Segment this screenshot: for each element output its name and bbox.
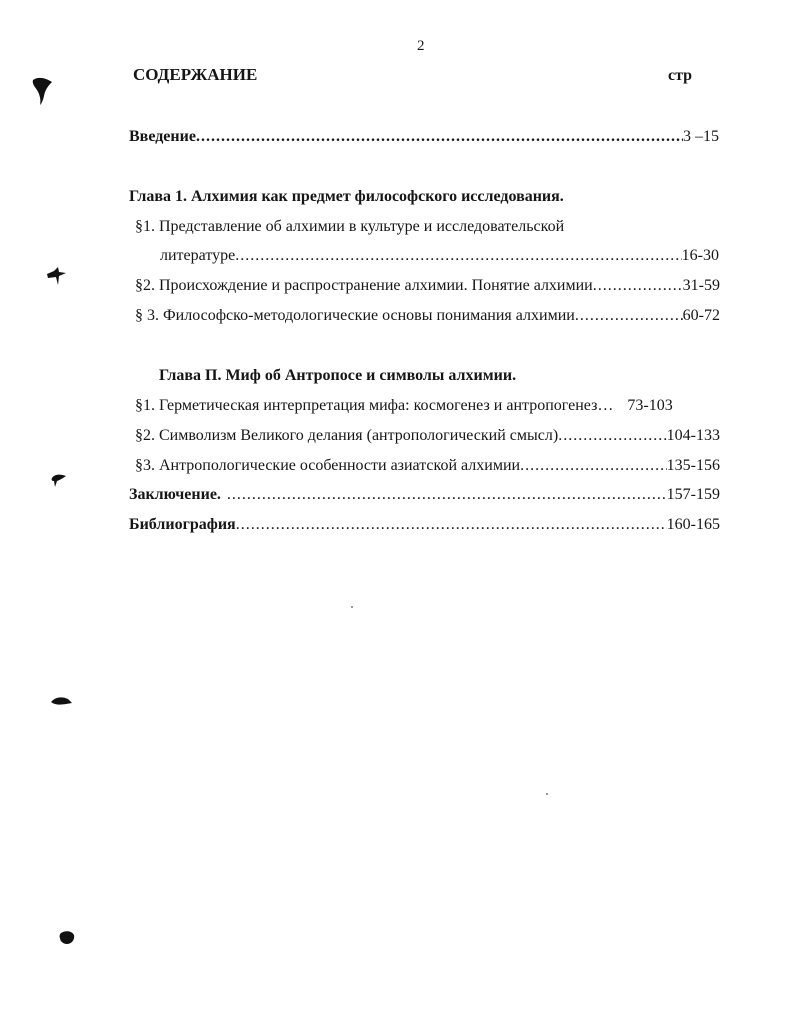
ink-blot-mark xyxy=(50,472,68,488)
entry-title: §3. Антропологические особенности азиатской алхимии xyxy=(135,457,521,474)
toc-entry-bibliography xyxy=(129,515,720,535)
toc-entry-ch1-s2 xyxy=(135,276,720,296)
entry-title: §2. Происхождение и распространение алхимии. Понятие алхимии xyxy=(135,277,593,294)
toc-entry-ch1-s3 xyxy=(135,306,720,326)
toc-entry-ch2-s2 xyxy=(135,426,720,446)
entry-pages: 16-30 xyxy=(681,247,719,264)
toc-heading: СОДЕРЖАНИЕ xyxy=(133,65,258,84)
dot-leader xyxy=(236,515,667,535)
chapter-1-title: Глава 1. Алхимия как предмет философского исследования. xyxy=(129,188,564,205)
entry-title: §1. Герметическая интерпретация мифа: космогенез и антропогенез… xyxy=(135,397,614,414)
entry-pages: 73-103 xyxy=(627,397,673,414)
dot-leader xyxy=(558,426,666,446)
entry-pages: 31-59 xyxy=(682,277,720,294)
page-column-label: стр xyxy=(668,67,693,84)
entry-pages: 3 –15 xyxy=(683,128,719,145)
entry-title: § 3. Философско-методологические основы понимания алхимии xyxy=(135,307,575,324)
entry-pages: 160-165 xyxy=(666,516,720,533)
ink-blot-mark xyxy=(46,266,68,288)
entry-title: §2. Символизм Великого делания (антропологический смысл) xyxy=(135,427,559,444)
toc-entry-ch2-s1 xyxy=(135,396,715,416)
speck-mark xyxy=(351,606,354,609)
dot-leader xyxy=(575,306,683,326)
dot-leader xyxy=(227,485,667,505)
page-number: 2 xyxy=(417,38,425,54)
ink-blot-mark xyxy=(50,694,74,708)
dot-leader xyxy=(593,276,683,296)
dot-leader xyxy=(235,246,681,266)
entry-title: Введение xyxy=(129,128,196,145)
ink-blot-mark xyxy=(30,74,56,106)
entry-pages: 104-133 xyxy=(666,427,720,444)
toc-entry-introduction xyxy=(129,127,719,147)
toc-entry-conclusion xyxy=(129,485,720,505)
entry-pages: 135-156 xyxy=(666,457,720,474)
entry-title: литературе xyxy=(160,247,236,264)
toc-entry-ch1-s1 xyxy=(160,246,719,266)
entry-pages: 157-159 xyxy=(666,486,720,503)
dot-leader xyxy=(520,456,667,476)
dot-leader xyxy=(196,127,683,147)
entry-title: Библиография xyxy=(129,516,236,533)
entry-title: Заключение. xyxy=(129,486,221,503)
speck-mark xyxy=(546,793,549,796)
entry-pages: 60-72 xyxy=(682,307,720,324)
toc-entry-ch1-s1-line1: §1. Представление об алхимии в культуре и исследовательской xyxy=(135,218,565,235)
ink-blot-mark xyxy=(58,930,76,946)
chapter-2-title: Глава П. Миф об Антропосе и символы алхимии. xyxy=(159,367,517,384)
toc-entry-ch2-s3 xyxy=(135,456,720,476)
